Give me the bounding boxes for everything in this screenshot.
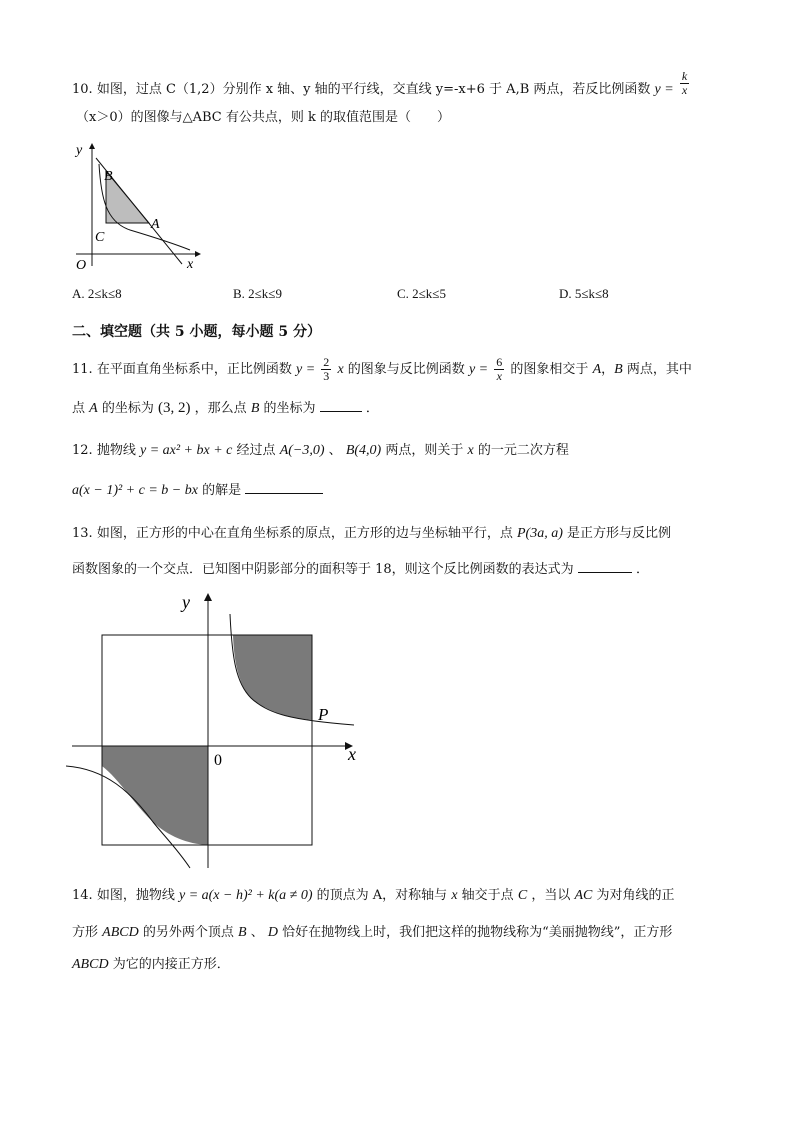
q14-point-b: B (238, 925, 247, 940)
q10-x-label: x (187, 257, 194, 272)
q12-text-b: 经过点 (236, 443, 276, 458)
q13-line2 (72, 560, 649, 580)
q10-y-label: y (76, 143, 83, 158)
q10-label-a: A (151, 217, 160, 232)
q11-point-b2: B (250, 401, 260, 416)
q12-point-b: B(4,0) (345, 443, 382, 458)
q14-line2 (72, 923, 672, 943)
q12-text-e: 的解是 (202, 483, 242, 498)
q11-point-b: B (614, 362, 623, 377)
q14-text-e: 为对角线的正 (596, 888, 675, 903)
q10-option-d[interactable] (559, 286, 609, 302)
q10-label-c: C (95, 230, 105, 245)
q11-f1-den: 3 (323, 369, 330, 383)
q10-option-d-label: D. (559, 286, 572, 301)
q14-line2-a: 方形 (72, 925, 99, 940)
section-2-title: 二、填空题（共 5 小题，每小题 5 分） (72, 324, 321, 340)
q10-label-b: B (104, 169, 113, 184)
q14-line2-b: 的另外两个顶点 (142, 925, 234, 940)
q11-text-b: 的图象与反比例函数 (347, 362, 465, 377)
q13-shaded-region-2 (102, 746, 208, 845)
q10-option-c-label: C. (397, 286, 409, 301)
q11-number: 11. (72, 362, 93, 377)
q12-line2 (72, 481, 323, 501)
q13-x-label: x (348, 744, 356, 764)
q14-segment-ac: AC (574, 888, 593, 903)
q11-f1-num: 2 (323, 355, 330, 369)
q13-y-label: y (182, 592, 190, 612)
q11-point-a: A (592, 362, 602, 377)
q14-number: 14. (72, 888, 93, 903)
q10-option-d-text: 5≤k≤8 (574, 286, 609, 301)
q12-line1 (72, 441, 569, 461)
q11-line2-a: 点 (72, 401, 86, 416)
q10-option-b[interactable] (233, 286, 282, 302)
q11-text-d: 两点，其中 (626, 362, 692, 377)
q12-text-d: 的一元二次方程 (477, 443, 569, 458)
q10-frac-num: k (681, 69, 688, 83)
q10-option-a-label: A. (72, 286, 85, 301)
q13-answer-blank[interactable] (578, 560, 632, 573)
q12-point-a: A(−3,0) (279, 443, 325, 458)
q12-sep: 、 (328, 443, 342, 458)
q14-line2-c: 恰好在抛物线上时，我们把这样的抛物线称为“美丽抛物线”，正方形 (282, 925, 673, 940)
q11-line2-d: 的坐标为 (263, 401, 316, 416)
q10-text-a: 如图，过点 C（1,2）分别作 x 轴、y 轴的平行线，交直线 y=-x+6 于 A,B 两点，若反比例函数 (96, 82, 651, 97)
q10-line2 (76, 108, 450, 128)
q13-point: P(3a, a) (516, 526, 563, 541)
q10-line1 (72, 69, 691, 103)
q10-option-a-text: 2≤k≤8 (87, 286, 122, 301)
q11-point-a2: A (89, 401, 98, 416)
q11-line2-c: ，那么点 (194, 401, 247, 416)
q14-text-d: ，当以 (531, 888, 571, 903)
q11-f1-lhs: y = (295, 362, 316, 377)
q14-point-c: C (517, 888, 528, 903)
q11-text-a: 在平面直角坐标系中，正比例函数 (96, 362, 292, 377)
q10-number: 10. (72, 82, 93, 97)
q12-equation: a(x − 1)² + c = b − bx (72, 483, 198, 498)
q11-line1 (72, 356, 692, 383)
q11-f1-fraction (321, 356, 331, 383)
q10-option-a[interactable] (72, 286, 122, 302)
q14-text-b: 的顶点为 A，对称轴与 (316, 888, 448, 903)
q10-figure (70, 138, 210, 278)
q10-option-b-text: 2≤k≤9 (248, 286, 282, 301)
q14-var-x: x (451, 888, 458, 903)
q10-option-c[interactable] (397, 286, 446, 302)
q13-text-b: 是正方形与反比例 (567, 526, 672, 541)
q13-line1 (72, 524, 671, 544)
q13-end: ． (635, 562, 649, 577)
q14-square: ABCD (102, 925, 139, 940)
q11-f2-fraction (494, 356, 504, 383)
q13-line2: 函数图象的一个交点．已知图中阴影部分的面积等于 18，则这个反比例函数的表达式为 (72, 562, 574, 577)
q12-number: 12. (72, 443, 93, 458)
q11-line2-b: 的坐标为 (101, 401, 154, 416)
q10-option-c-text: 2≤k≤5 (412, 286, 446, 301)
q11-f2-lhs: y = (468, 362, 489, 377)
q12-var: x (467, 443, 474, 458)
q14-parabola: y = a(x − h)² + k(a ≠ 0) (178, 888, 313, 903)
q13-figure (66, 588, 370, 872)
q13-number: 13. (72, 526, 93, 541)
q12-text-c: 两点，则关于 (385, 443, 464, 458)
q12-parabola: y = ax² + bx + c (139, 443, 233, 458)
q13-origin-label: 0 (214, 752, 222, 769)
q11-f1-var: x (337, 362, 344, 377)
q12-answer-blank[interactable] (245, 481, 323, 494)
q10-fx: y = (654, 82, 674, 97)
q10-fraction (680, 70, 689, 97)
q14-square-2: ABCD (72, 957, 109, 972)
q11-comma: ， (601, 362, 615, 377)
q11-text-c: 的图象相交于 (510, 362, 589, 377)
q10-frac-den: x (681, 83, 688, 97)
q13-p-label: P (318, 705, 329, 724)
q14-line3 (72, 955, 230, 975)
q10-origin-label: O (76, 258, 87, 273)
q14-text-a: 如图，抛物线 (96, 888, 175, 903)
q11-f2-den: x (496, 369, 502, 383)
q14-line1 (72, 886, 675, 906)
q10-text-b: （x＞0）的图像与△ABC 有公共点，则 k 的取值范围是（ ） (76, 110, 451, 125)
q13-text-a: 如图，正方形的中心在直角坐标系的原点，正方形的边与坐标轴平行，点 (96, 526, 513, 541)
q14-line3-text: 为它的内接正方形． (112, 957, 230, 972)
q11-coord: (3, 2) (158, 400, 191, 416)
q10-option-b-label: B. (233, 286, 245, 301)
q11-end: ． (365, 401, 379, 416)
q11-answer-blank[interactable] (320, 399, 362, 412)
q11-f2-num: 6 (496, 355, 503, 369)
q13-shaded-region-1 (233, 635, 312, 720)
q14-text-c: 轴交于点 (461, 888, 514, 903)
q14-point-d: D (267, 925, 278, 940)
q11-line2 (72, 398, 379, 419)
q12-text-a: 抛物线 (96, 443, 136, 458)
q14-line2-sep: 、 (250, 925, 264, 940)
